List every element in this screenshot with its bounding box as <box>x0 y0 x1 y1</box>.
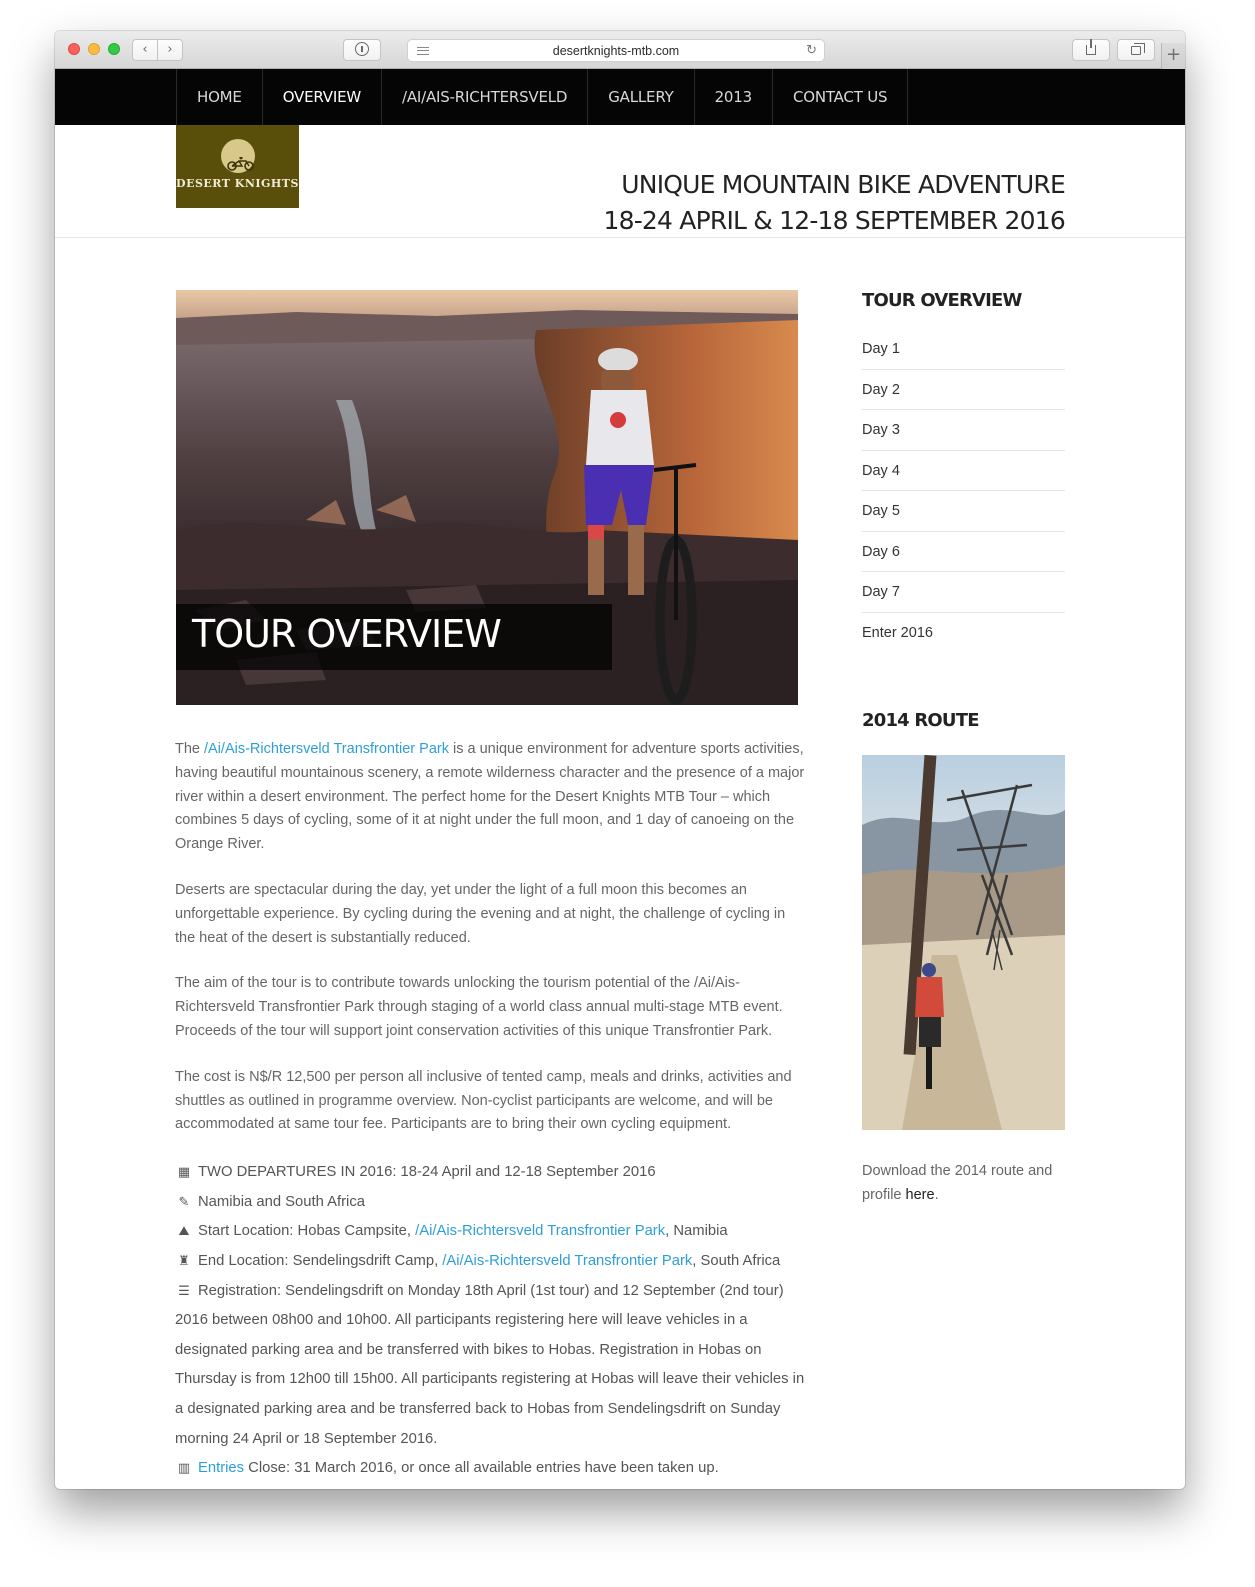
new-tab-button[interactable]: + <box>1161 43 1185 69</box>
sidebar-item-day-4[interactable]: Day 4 <box>862 451 1065 492</box>
nav-item-overview[interactable]: OVERVIEW <box>263 69 382 125</box>
end-location-country: , South Africa <box>692 1252 781 1269</box>
registration-item <box>175 1277 805 1455</box>
intro-text-end: is a unique environment for adventure sports activities, having beautiful mountainous scenery, a remote wilderness character and the presence of a major river within a desert environment. The perfect home for the Desert Knights MTB Tour – which combines 5 days of cycling, some of it at night under the full moon, and 1 day of canoeing on the Orange River. <box>175 741 805 853</box>
sidebar-item-day-5[interactable]: Day 5 <box>862 491 1065 532</box>
sidebar-item-day-2[interactable]: Day 2 <box>862 370 1065 411</box>
site-logo[interactable] <box>176 125 299 208</box>
road-icon: ⛰ <box>178 1224 190 1240</box>
chevron-right-icon: › <box>167 42 173 57</box>
main-navigation <box>55 69 1185 125</box>
route-road-illustration <box>862 755 1065 1130</box>
barcode-icon: ▥ <box>177 1461 191 1477</box>
route-image <box>862 755 1065 1130</box>
sidebar-item-day-6[interactable]: Day 6 <box>862 532 1065 573</box>
entries-link[interactable]: Entries <box>198 1460 245 1477</box>
cost-paragraph: The cost is N$/R 12,500 per person all inclusive of tented camp, meals and drinks, activities and shuttles as outlined in programme overview. Non-cyclist participants are welcome, and will be accommodated at same tour fee. Participants are to bring their own cycling equipment. <box>175 1068 792 1133</box>
nav-item-gallery[interactable]: GALLERY <box>588 69 694 125</box>
nav-item-contact-us[interactable]: CONTACT US <box>773 69 908 125</box>
share-button[interactable] <box>1072 39 1110 61</box>
sidebar-item-enter-2016[interactable]: Enter 2016 <box>862 624 933 641</box>
logo-cyclist-icon <box>226 157 256 171</box>
address-bar[interactable] <box>407 39 825 62</box>
privacy-report-button[interactable] <box>343 39 381 61</box>
browser-toolbar <box>55 31 1185 69</box>
info-icon <box>355 42 369 56</box>
location-text: Namibia and South Africa <box>198 1193 365 1210</box>
route-heading: 2014 ROUTE <box>862 710 979 731</box>
logo-text: DESERT KNIGHTS <box>176 177 299 190</box>
sidebar-item-day-7[interactable]: Day 7 <box>862 572 1065 613</box>
hero-title: TOUR OVERVIEW <box>192 612 501 656</box>
nav-item-2013[interactable]: 2013 <box>695 69 773 125</box>
route-download-link[interactable]: here <box>905 1187 935 1203</box>
entries-item <box>175 1454 805 1484</box>
intro-paragraph <box>175 738 805 857</box>
registration-text: Registration: Sendelingsdrift on Monday 18th April (1st tour) and 12 September (2nd tour) 2016 between 08h00 and 10h00. All participants registering here will leave vehicles in a designated parking area and be transferred with bikes to Hobas. Registration in Hobas on Thursday is from 12h00 till 15h00. All participants registering at Hobas will leave their vehicles in a designated parking area and be transferred back to Hobas from Sendelingsdrift on Sunday morning 24 April or 18 September 2016. <box>175 1282 805 1447</box>
reload-icon[interactable]: ↻ <box>806 43 817 58</box>
route-download-period: . <box>934 1187 939 1203</box>
departures-text: TWO DEPARTURES IN 2016: 18-24 April and 12-18 September 2016 <box>198 1164 656 1181</box>
trophy-icon: ♜ <box>178 1253 190 1269</box>
start-location-country: , Namibia <box>665 1223 728 1240</box>
hero-title-box <box>176 604 612 670</box>
sidebar-item-day-1[interactable]: Day 1 <box>862 329 1065 370</box>
list-icon: ☰ <box>178 1283 190 1299</box>
page-tagline <box>604 167 1066 239</box>
end-park-link[interactable]: /Ai/Ais-Richtersveld Transfrontier Park <box>442 1252 693 1269</box>
chevron-left-icon: ‹ <box>142 42 148 57</box>
route-download-label: Download the 2014 route and profile <box>862 1163 1053 1203</box>
show-tabs-button[interactable] <box>1117 39 1155 61</box>
back-button[interactable] <box>132 39 158 61</box>
sidebar <box>862 290 1065 1203</box>
reader-icon[interactable] <box>417 47 429 55</box>
share-icon <box>1086 45 1096 55</box>
tour-details-list <box>175 1158 805 1484</box>
tabs-icon <box>1131 46 1141 55</box>
nav-item-richtersveld[interactable]: /AI/AIS-RICHTERSVELD <box>382 69 588 125</box>
zoom-window-button[interactable] <box>108 43 120 55</box>
close-window-button[interactable] <box>68 43 80 55</box>
overview-content <box>175 738 805 1484</box>
tagline-line-2: 18-24 APRIL & 12-18 SEPTEMBER 2016 <box>603 206 1065 235</box>
aim-paragraph: The aim of the tour is to contribute towards unlocking the tourism potential of the /Ai/Ais-Richtersveld Transfrontier Park through staging of a world class annual multi-stage MTB event. Proceeds of the tour will support joint conservation activities of this unique Transfrontier Park. <box>175 975 783 1039</box>
start-location-item <box>175 1217 805 1247</box>
sidebar-item-day-3[interactable]: Day 3 <box>862 410 1065 451</box>
forward-button[interactable] <box>157 39 183 61</box>
end-location-text: End Location: Sendelingsdrift Camp, <box>198 1252 443 1269</box>
entries-close-text: Close: 31 March 2016, or once all available entries have been taken up. <box>244 1460 719 1477</box>
calendar-icon: ▦ <box>177 1165 191 1181</box>
header-divider <box>55 237 1185 238</box>
end-location-item <box>175 1247 805 1277</box>
intro-text-start: The <box>175 741 205 757</box>
browser-window <box>55 31 1185 1489</box>
sidebar-overview-heading: TOUR OVERVIEW <box>862 290 1022 311</box>
address-text: desertknights-mtb.com <box>552 44 680 58</box>
minimize-window-button[interactable] <box>88 43 100 55</box>
start-location-text: Start Location: Hobas Campsite, <box>198 1223 416 1240</box>
transfrontier-park-link[interactable]: /Ai/Ais-Richtersveld Transfrontier Park <box>204 741 449 757</box>
sidebar-day-list <box>862 329 1065 653</box>
location-item <box>175 1188 805 1218</box>
nav-menu <box>176 69 908 125</box>
pin-icon: ✎ <box>178 1194 190 1210</box>
hero-image <box>176 290 798 705</box>
tagline-line-1: UNIQUE MOUNTAIN BIKE ADVENTURE <box>621 170 1065 199</box>
departures-item <box>175 1158 805 1188</box>
nav-item-home[interactable]: HOME <box>177 69 263 125</box>
deserts-paragraph: Deserts are spectacular during the day, yet under the light of a full moon this becomes an unforgettable experience. By cycling during the evening and at night, the challenge of cycling in the heat of the desert is substantially reduced. <box>175 881 786 946</box>
start-park-link[interactable]: /Ai/Ais-Richtersveld Transfrontier Park <box>415 1223 666 1240</box>
route-download-text <box>862 1159 1065 1207</box>
